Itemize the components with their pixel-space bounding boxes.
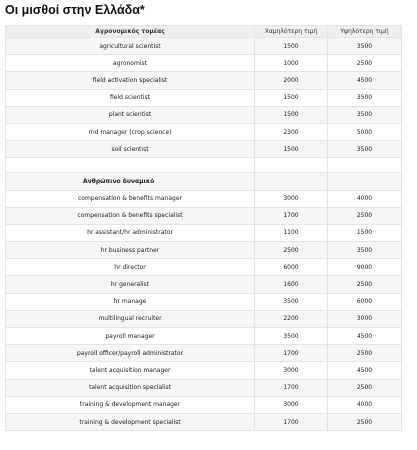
highest-value-cell: 5000 bbox=[328, 123, 402, 140]
role-cell: training & development specialist bbox=[6, 413, 255, 430]
table-row bbox=[6, 310, 402, 327]
salary-table bbox=[5, 25, 402, 431]
role-cell: talent acquisition manager bbox=[6, 362, 255, 379]
empty-cell bbox=[328, 173, 402, 190]
lowest-value-cell: 1000 bbox=[255, 55, 328, 72]
table-row bbox=[6, 362, 402, 379]
table-row bbox=[6, 207, 402, 224]
table-body bbox=[6, 38, 402, 431]
role-cell: agronomist bbox=[6, 55, 255, 72]
highest-value-cell: 2500 bbox=[328, 345, 402, 362]
spacer-row bbox=[6, 158, 402, 173]
role-cell: agricultural scientist bbox=[6, 38, 255, 55]
highest-value-cell: 3500 bbox=[328, 141, 402, 158]
highest-value-cell: 1500 bbox=[328, 224, 402, 241]
role-cell: compensation & benefits manager bbox=[6, 190, 255, 207]
lowest-value-cell: 2000 bbox=[255, 72, 328, 89]
highest-value-cell: 9000 bbox=[328, 259, 402, 276]
empty-cell bbox=[255, 158, 328, 173]
table-row bbox=[6, 259, 402, 276]
highest-value-cell: 4000 bbox=[328, 190, 402, 207]
highest-value-cell: 3500 bbox=[328, 242, 402, 259]
highest-value-cell: 2500 bbox=[328, 413, 402, 430]
role-cell: hr manage bbox=[6, 293, 255, 310]
table-row bbox=[6, 413, 402, 430]
highest-value-cell: 2500 bbox=[328, 276, 402, 293]
highest-value-cell: 3000 bbox=[328, 310, 402, 327]
role-cell: hr director bbox=[6, 259, 255, 276]
role-cell: plant scientist bbox=[6, 106, 255, 123]
empty-cell bbox=[328, 158, 402, 173]
header-category: Αγρονομικός τομέας bbox=[6, 26, 255, 38]
highest-value-cell: 4500 bbox=[328, 328, 402, 345]
lowest-value-cell: 3500 bbox=[255, 328, 328, 345]
role-cell: payroll officer/payroll administrator bbox=[6, 345, 255, 362]
role-cell: field activation specialist bbox=[6, 72, 255, 89]
role-cell: rnd manager (crop science) bbox=[6, 123, 255, 140]
table-row bbox=[6, 276, 402, 293]
role-cell: hr business partner bbox=[6, 242, 255, 259]
lowest-value-cell: 3000 bbox=[255, 396, 328, 413]
table-row bbox=[6, 328, 402, 345]
table-row bbox=[6, 106, 402, 123]
role-cell: talent acquisition specialist bbox=[6, 379, 255, 396]
role-cell: compensation & benefits specialist bbox=[6, 207, 255, 224]
role-cell: hr assistant/hr administrator bbox=[6, 224, 255, 241]
lowest-value-cell: 1500 bbox=[255, 38, 328, 55]
table-row bbox=[6, 190, 402, 207]
lowest-value-cell: 2500 bbox=[255, 242, 328, 259]
role-cell: multilingual recruiter bbox=[6, 310, 255, 327]
lowest-value-cell: 1700 bbox=[255, 379, 328, 396]
table-row bbox=[6, 141, 402, 158]
section-row bbox=[6, 173, 402, 190]
empty-cell bbox=[6, 158, 255, 173]
table-row bbox=[6, 123, 402, 140]
lowest-value-cell: 1700 bbox=[255, 413, 328, 430]
role-cell: training & development manager bbox=[6, 396, 255, 413]
lowest-value-cell: 1100 bbox=[255, 224, 328, 241]
table-row bbox=[6, 396, 402, 413]
table-row bbox=[6, 345, 402, 362]
table-row bbox=[6, 72, 402, 89]
header-highest-value: Υψηλότερη τιμή bbox=[328, 26, 402, 38]
highest-value-cell: 2500 bbox=[328, 55, 402, 72]
role-cell: hr generalist bbox=[6, 276, 255, 293]
highest-value-cell: 6000 bbox=[328, 293, 402, 310]
highest-value-cell: 2500 bbox=[328, 207, 402, 224]
role-cell: payroll manager bbox=[6, 328, 255, 345]
role-cell: field scientist bbox=[6, 89, 255, 106]
table-row bbox=[6, 242, 402, 259]
section-title: Ανθρώπινο δυναμικό bbox=[6, 173, 255, 190]
lowest-value-cell: 1500 bbox=[255, 141, 328, 158]
lowest-value-cell: 3000 bbox=[255, 362, 328, 379]
highest-value-cell: 2500 bbox=[328, 379, 402, 396]
table-row bbox=[6, 224, 402, 241]
table-row bbox=[6, 293, 402, 310]
table-row bbox=[6, 55, 402, 72]
header-lowest-value: Χαμηλότερη τιμή bbox=[255, 26, 328, 38]
lowest-value-cell: 1700 bbox=[255, 345, 328, 362]
empty-cell bbox=[255, 173, 328, 190]
highest-value-cell: 4500 bbox=[328, 72, 402, 89]
table-row bbox=[6, 379, 402, 396]
header-row bbox=[6, 26, 402, 38]
lowest-value-cell: 1500 bbox=[255, 106, 328, 123]
lowest-value-cell: 1700 bbox=[255, 207, 328, 224]
role-cell: soil scientist bbox=[6, 141, 255, 158]
lowest-value-cell: 3500 bbox=[255, 293, 328, 310]
page-title: Οι μισθοί στην Ελλάδα* bbox=[5, 3, 145, 17]
highest-value-cell: 3500 bbox=[328, 38, 402, 55]
lowest-value-cell: 2200 bbox=[255, 310, 328, 327]
lowest-value-cell: 3000 bbox=[255, 190, 328, 207]
highest-value-cell: 4500 bbox=[328, 362, 402, 379]
highest-value-cell: 4000 bbox=[328, 396, 402, 413]
highest-value-cell: 3500 bbox=[328, 106, 402, 123]
table-row bbox=[6, 89, 402, 106]
table-header bbox=[6, 26, 402, 38]
table-row bbox=[6, 38, 402, 55]
highest-value-cell: 3500 bbox=[328, 89, 402, 106]
lowest-value-cell: 1600 bbox=[255, 276, 328, 293]
lowest-value-cell: 2300 bbox=[255, 123, 328, 140]
lowest-value-cell: 6000 bbox=[255, 259, 328, 276]
lowest-value-cell: 1500 bbox=[255, 89, 328, 106]
